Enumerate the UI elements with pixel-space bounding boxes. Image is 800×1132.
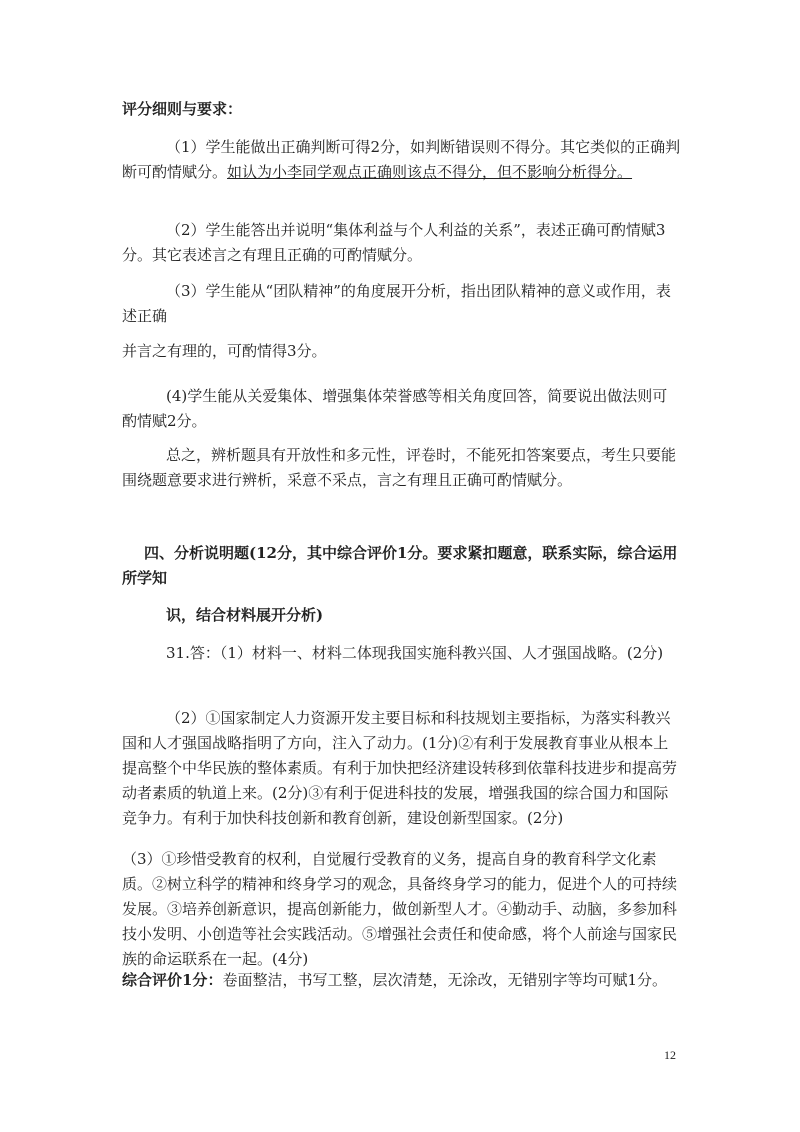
section-4-heading-continued: 识，结合材料展开分析) <box>166 606 324 624</box>
scoring-heading: 评分细则与要求： <box>122 100 243 118</box>
page-number: 12 <box>664 1048 676 1062</box>
criterion-3-continued: 并言之有理的，可酌情得3分。 <box>122 342 327 360</box>
answer-31-part-3: （3）①珍惜受教育的权利，自觉履行受教育的义务，提高自身的教育科学文化素质。②树立科学的精神和终身学习的观念，具备终身学习的能力，促进个人的可持续发展。③培养创新意识，提高创新能力，做创新型人才。④勤动手、动脑，多参加科技小发明、小创造等社会实践活动。⑤增强社会责任和使命感，将个人前途与国家民族的命运联系在一起。(4分) <box>122 850 678 968</box>
criterion-1-underlined-note: 如认为小李同学观点正确则该点不得分，但不影响分析得分。 <box>227 163 633 181</box>
criterion-4: (4)学生能从关爱集体、增强集体荣誉感等相关角度回答，简要说出做法则可酌情赋2分。 <box>122 387 668 430</box>
criterion-3: （3）学生能从“团队精神”的角度展开分析，指出团队精神的意义或作用，表述正确 <box>122 282 671 325</box>
section-4-heading: 四、分析说明题(12分，其中综合评价1分。要求紧扣题意，联系实际，综合运用所学知 <box>122 544 678 587</box>
criterion-1-text: （1）学生能做出正确判断可得2分，如判断错误则不得分。其它类似的正确判断可酌情赋分。 <box>122 138 681 181</box>
summary-paragraph: 总之，辨析题具有开放性和多元性，评卷时，不能死扣答案要点，考生只要能围绕题意要求进行辨析，采意不采点，言之有理且正确可酌情赋分。 <box>122 446 677 489</box>
overall-evaluation-text: 卷面整洁，书写工整，层次清楚，无涂改，无错别字等均可赋1分。 <box>222 971 667 989</box>
criterion-2: （2）学生能答出并说明“集体利益与个人利益的关系”，表述正确可酌情赋3分。其它表述言之有理且正确的可酌情赋分。 <box>122 221 666 264</box>
overall-evaluation <box>122 968 682 993</box>
answer-31-part-1: 31.答：（1）材料一、材料二体现我国实施科教兴国、人才强国战略。(2分) <box>166 644 664 662</box>
criterion-1 <box>122 135 682 185</box>
answer-31-part-2: （2）①国家制定人力资源开发主要目标和科技规划主要指标，为落实科教兴国和人才强国战略指明了方向，注入了动力。(1分)②有利于发展教育事业从根本上提高整个中华民族的整体素质。有利于加快把经济建设转移到依靠科技进步和提高劳动者素质的轨道上来。(2分)③有利于促进科技的发展，增强我国的综合国力和国际竞争力。有利于加快科技创新和教育创新，建设创新型国家。(2分) <box>122 709 678 827</box>
overall-evaluation-label: 综合评价1分： <box>122 971 223 989</box>
